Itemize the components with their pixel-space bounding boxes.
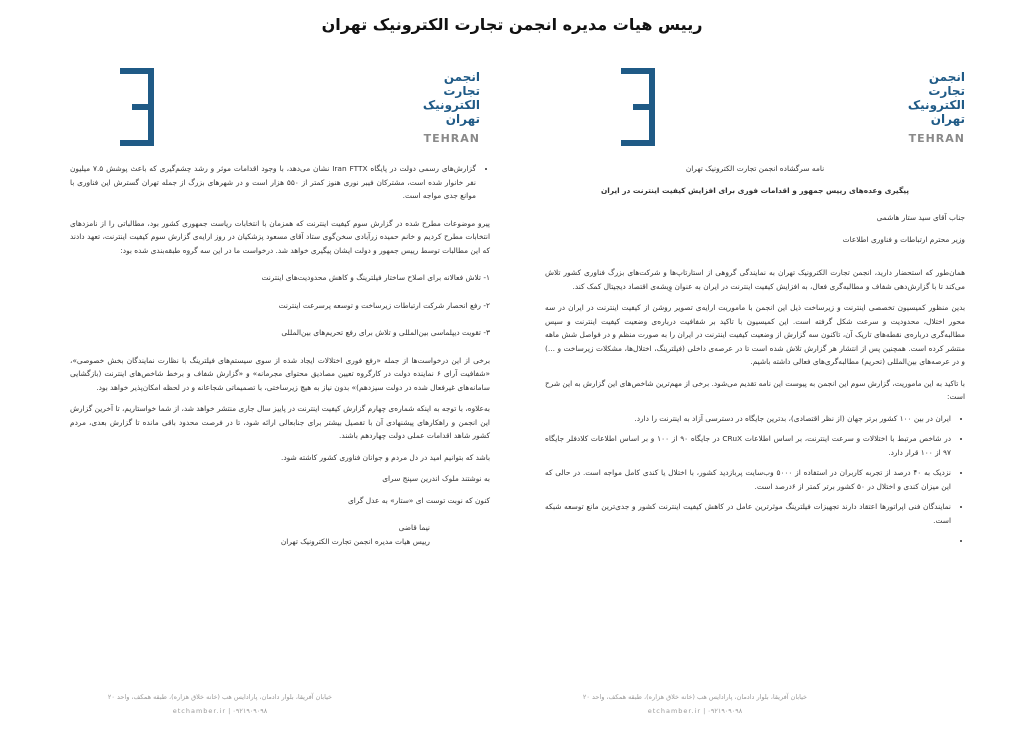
footer-phone: ۰۹۲۱۹۰۹۰۹۸ bbox=[232, 707, 268, 715]
footer-site: etchamber.ir bbox=[647, 707, 702, 715]
footer-phone: ۰۹۲۱۹۰۹۰۹۸ bbox=[707, 707, 743, 715]
letter-page-1 bbox=[545, 50, 965, 730]
key-findings-list bbox=[545, 412, 965, 548]
letter-page-2 bbox=[70, 50, 490, 730]
document-title: رییس هیات مدیره انجمن تجارت الکترونیک تهران bbox=[321, 14, 703, 34]
brand-wordmark: انجمن تجارت الکترونیک تهران TEHRAN bbox=[422, 70, 480, 145]
paragraph: با تاکید به این ماموریت، گزارش سوم این انجمن به پیوست این نامه تقدیم می‌شود. برخی از مهم‌ترین شاخص‌های این گزارش به این شرح است: bbox=[545, 378, 965, 401]
signature-block bbox=[70, 521, 490, 548]
paragraph: همان‌طور که استحضار دارید، انجمن تجارت الکترونیک تهران به نمایندگی گروهی از استارتاپ‌ها و شرکت‌های بزرگ فناوری کشور تلاش می‌کند تا با گزارش‌دهی شفاف و مطالبه‌گری فعال، به افزایش کیفیت اینترنت در ایران به عنوان وِیشه‌ی اقتصاد دیجیتال کمک کند. bbox=[545, 268, 965, 291]
addressee: جناب آقای سید ستار هاشمی bbox=[876, 213, 965, 222]
request-item: ۱- تلاش فعالانه برای اصلاح ساختار فیلترینگ و کاهش محدودیت‌های اینترنت bbox=[261, 273, 490, 282]
paragraph: بدین منظور کمیسیون تخصصی اینترنت و زیرساخت ذیل این انجمن با ماموریت ارایه‌ی تصویر روشن از کیفیت اینترنت در ایران در سه محور اختلال، محدودیت و سرعت شکل گرفته است. این کمیسیون با تاکید بر شفافیت درباره‌ی وضعیت کیفیت اینترنت و سپس مطالبه‌گری درباره‌ی نقطه‌های تاریک آن، تاکنون سه گزارش از وضعیت کیفیت اینترنت در ایران را به صورت منظم و در فواصل شش ماهه منتشر کرده است. همچنین پس از انتشار هر گزارش تلاش شده است تا در عرصه‌ی داخلی (فیلترینگ، اختلال‌ها، مشکلات زیرساخت و ...) و در عرصه‌های بین‌المللی (تحریم) مطالبه‌گری‌های فعالی داشته باشیم. bbox=[545, 303, 965, 366]
letter-subject: پیگیری وعده‌های رییس جمهور و اقدامات فوری برای افزایش کیفیت اینترنت در ایران bbox=[600, 185, 910, 195]
paragraph: باشد که بتوانیم امید در دل مردم و جوانان فناوری کشور کاشته شود. bbox=[281, 452, 490, 462]
signer-name: نیما قاضی bbox=[398, 523, 430, 532]
document-header bbox=[0, 0, 1024, 48]
footer-address: خیابان آفریقا، بلوار دادمان، پارادایس هب (خانه خلاق هزاره)، طبقه همکف، واحد ۲۰ bbox=[582, 693, 808, 701]
list-item bbox=[545, 534, 951, 548]
brand-wordmark: انجمن تجارت الکترونیک تهران TEHRAN bbox=[907, 70, 965, 145]
letter-body bbox=[70, 162, 490, 548]
paragraph: برخی از این درخواست‌ها از جمله «رفع فوری اختلالات ایجاد شده از سوی سیستم‌های فیلترینگ با نظارت نمایندگان بخش خصوصی»، «شفافیت آرای ۶ نماینده دولت در کارگروه تعیین مصادیق محتوای مجرمانه» و «گزارش شفاف و برخط شاخص‌های اینترنت (بازگشایی سامانه‌های غیرفعال شده در دولت سیزدهم)» بدون نیاز به هیچ زیرساختی، با تصمیماتی شجاعانه و در لحظه امکان‌پذیر خواهد بود. bbox=[70, 355, 490, 392]
list-item: • گزارش‌های رسمی دولت در پایگاه Iran FTTX نشان می‌دهد، با وجود اقدامات موثر و رشد چشم‌گیری که باعث پوشش ۷.۵ میلیون نفر خانوار شده است، مشترکان فیبر نوری هنوز کمتر از ۵۵۰ هزار است و در شهرهای بزرگ از جمله تهران گسترش این فناوری با موانع جدی مواجه است. bbox=[70, 162, 476, 203]
list-item: • در شاخص مرتبط با اختلالات و سرعت اینترنت، بر اساس اطلاعات CRuX در جایگاه ۹۰ از ۱۰۰ و بر اساس اطلاعات کلادفلر جایگاه ۹۷ از ۱۰۰ قرار دارد. bbox=[545, 432, 951, 459]
page-footer: خیابان آفریقا، بلوار دادمان، پارادایس هب (خانه خلاق هزاره)، طبقه همکف، واحد ۲۰ etchamber.ir | ۰۹۲۱۹۰۹۰۹۸ bbox=[485, 690, 905, 718]
page-footer: خیابان آفریقا، بلوار دادمان، پارادایس هب (خانه خلاق هزاره)، طبقه همکف، واحد ۲۰ etchamber.ir | ۰۹۲۱۹۰۹۰۹۸ bbox=[10, 690, 430, 718]
signer-title: رییس هیات مدیره انجمن تجارت الکترونیک تهران bbox=[280, 536, 430, 546]
request-item: ۳- تقویت دیپلماسی بین‌المللی و تلاش برای رفع تحریم‌های بین‌المللی bbox=[281, 328, 490, 337]
e-logo-icon bbox=[120, 68, 154, 146]
letter-body bbox=[545, 162, 965, 548]
addressee-title: وزیر محترم ارتباطات و فناوری اطلاعات bbox=[842, 234, 965, 244]
paragraph: به‌علاوه، با توجه به اینکه شماره‌ی چهارم گزارش کیفیت اینترنت در پاییز سال جاری منتشر خواهد شد، از شما خواستاریم، تا آخرین گزارش این انجمن و راهکارهای پیشنهادی آن با تفصیل بیشتر برای جنابعالی ارائه شود، تا در فرصت محدود باقی مانده تا گزارش بعدی، مردم کشور شاهد اقدامات عملی دولت چهاردهم باشند. bbox=[70, 404, 490, 440]
letterhead bbox=[70, 50, 490, 162]
intro-line: نامه سرگشاده انجمن تجارت الکترونیک تهران bbox=[685, 164, 825, 173]
letterhead bbox=[545, 50, 965, 162]
footer-address: خیابان آفریقا، بلوار دادمان، پارادایس هب (خانه خلاق هزاره)، طبقه همکف، واحد ۲۰ bbox=[107, 693, 333, 701]
list-item: • ایران در بین ۱۰۰ کشور برتر جهان (از نظر اقتصادی)، بدترین جایگاه در دسترسی آزاد به اینترنت را دارد. bbox=[545, 412, 951, 426]
request-item: ۲- رفع انحصار شرکت ارتباطات زیرساخت و توسعه پرسرعت اینترنت bbox=[278, 300, 490, 310]
paragraph: پیرو موضوعات مطرح شده در گزارش سوم کیفیت اینترنت که همزمان با انتخابات ریاست جمهوری کشور بود، مطالباتی را از نامزدهای انتخابات مطرح کردیم و خانم حمیده زرآبادی سخن‌گوی ستاد آقای مسعود پزشکیان در روز ارایه‌ی گزارش سوم کیفیت اینترنت، تعهد دادند که این مطالبات توسط رییس جمهور و دولت ایشان پیگیری خواهد شد. درخواست ما در این سه گروه طبقه‌بندی شده بود: bbox=[70, 218, 490, 255]
list-item: • نمایندگان فنی اپراتورها اعتقاد دارند تجهیزات فیلترینگ موثرترین عامل در کاهش کیفیت اینترنت کشور و جدی‌ترین مانع توسعه شبکه است. bbox=[545, 500, 951, 527]
poem-line: کنون که نوبت توست ای «ستار» به عدل گرای bbox=[347, 495, 490, 505]
poem-line: به نوشتند ملوک اندرین سپنج سرای bbox=[382, 474, 490, 483]
continued-list bbox=[70, 162, 490, 203]
footer-site: etchamber.ir bbox=[172, 707, 227, 715]
e-logo-icon bbox=[621, 68, 655, 146]
list-item: • نزدیک به ۴۰ درصد از تجربه کاربران در استفاده از ۵۰۰۰ وب‌سایت پربازدید کشور، با اختلال یا کندی کامل مواجه است. در حالی که این میزان کندی و اختلال در ۵۰ کشور برتر کمتر از ۶درصد است. bbox=[545, 466, 951, 493]
